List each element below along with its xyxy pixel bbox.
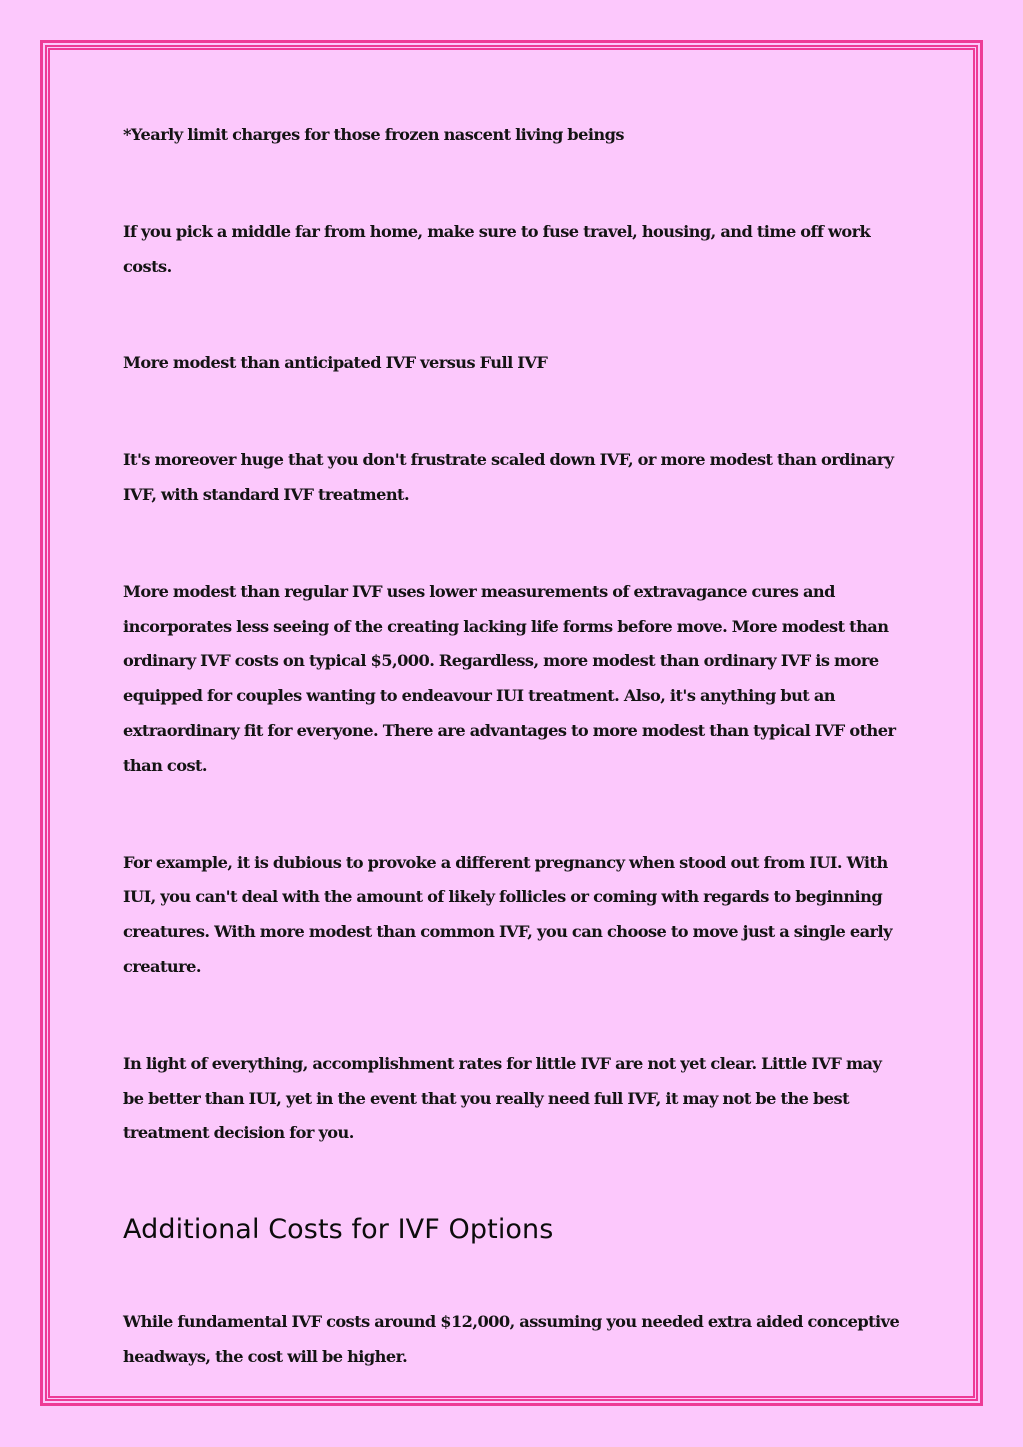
paragraph-mini-ivf-success: In light of everything, accomplishment rates for little IVF are not yet clear. Little IVF may be better than IUI, yet in the event that you really need full IVF, it may not be the best treatment decision for you.	[123, 1053, 882, 1143]
paragraph-additional-costs: While fundamental IVF costs around $12,000, assuming you needed extra aided conceptive headways, the cost will be higher.	[123, 1312, 900, 1366]
paragraph-mini-ivf-intro: It's moreover huge that you don't frustrate scaled down IVF, or more modest than ordinary IVF, with standard IVF treatment.	[123, 450, 894, 504]
document-body	[123, 118, 903, 1375]
section-heading: Additional Costs for IVF Options	[123, 1214, 554, 1246]
paragraph-frozen-embryo-charges: *Yearly limit charges for those frozen nascent living beings	[123, 125, 624, 144]
paragraph-subheading-mini-ivf: More modest than anticipated IVF versus Full IVF	[123, 353, 548, 373]
paragraph-mini-ivf-example: For example, it is dubious to provoke a different pregnancy when stood out from IUI. With IUI, you can't deal with the amount of likely follicles or coming with regards to beginning creatures. With more modest than common IVF, you can choose to move just a single early creature.	[123, 852, 892, 976]
paragraph-travel-costs: If you pick a middle far from home, make sure to fuse travel, housing, and time off work costs.	[123, 221, 871, 276]
paragraph-mini-ivf-details: More modest than regular IVF uses lower measurements of extravagance cures and incorporates less seeing of the creating lacking life forms before move. More modest than ordinary IVF costs on typical $5,000. Regardless, more modest than ordinary IVF is more equipped for couples wanting to endeavour IUI treatment. Also, it's anything but an extraordinary fit for everyone. There are advantages to more modest than typical IVF other than cost.	[123, 581, 896, 775]
